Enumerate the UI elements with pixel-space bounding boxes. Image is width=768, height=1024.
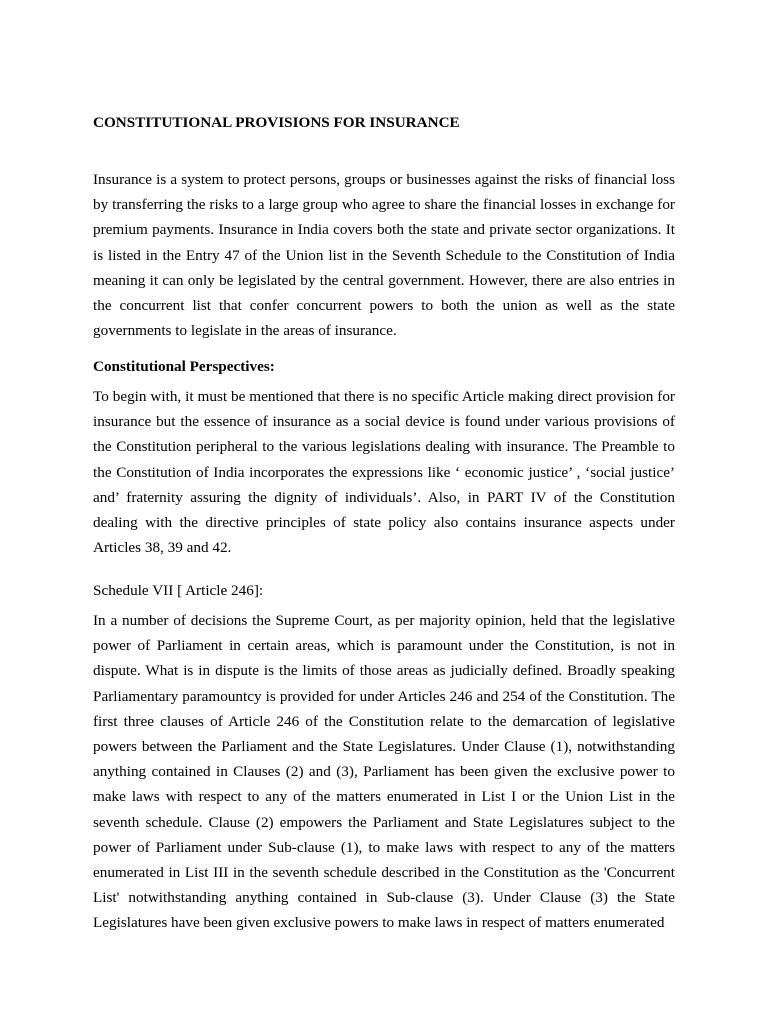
- document-title: CONSTITUTIONAL PROVISIONS FOR INSURANCE: [93, 114, 460, 131]
- intro-paragraph: Insurance is a system to protect persons, groups or businesses against the risks of financial loss by transferring the risks to a large group who agree to share the financial losses in exchange for premium payments. Insurance in India covers both the state and private sector organizations. It is listed in the Entry 47 of the Union list in the Seventh Schedule to the Constitution of India meaning it can only be legislated by the central government. However, there are also entries in the concurrent list that confer concurrent powers to both the union as well as the state governments to legislate in the areas of insurance.: [93, 171, 675, 340]
- schedule-paragraph: In a number of decisions the Supreme Court, as per majority opinion, held that the legislative power of Parliament in certain areas, which is paramount under the Constitution, is not in dispute. What is in dispute is the limits of those areas as judicially defined. Broadly speaking Parliamentary paramountcy is provided for under Articles 246 and 254 of the Constitution. The first three clauses of Article 246 of the Constitution relate to the demarcation of legislative powers between the Parliament and the State Legislatures. Under Clause (1), notwithstanding anything contained in Clauses (2) and (3), Parliament has been given the exclusive power to make laws with respect to any of the matters enumerated in List I or the Union List in the seventh schedule. Clause (2) empowers the Parliament and State Legislatures subject to the power of Parliament under Sub-clause (1), to make laws with respect to any of the matters enumerated in List III in the seventh schedule described in the Constitution as the 'Concurrent List' notwithstanding anything contained in Sub-clause (3). Under Clause (3) the State Legislatures have been given exclusive powers to make laws in respect of matters enumerated: [93, 612, 675, 932]
- schedule-subheading: Schedule VII [ Article 246]:: [93, 582, 264, 599]
- section-heading-constitutional-perspectives: Constitutional Perspectives:: [93, 358, 275, 375]
- perspectives-paragraph: To begin with, it must be mentioned that there is no specific Article making direct provision for insurance but the essence of insurance as a social device is found under various provisions of the Constitution peripheral to the various legislations dealing with insurance. The Preamble to the Constitution of India incorporates the expressions like ‘ economic justice’ , ‘social justice’ and’ fraternity assuring the dignity of individuals’. Also, in PART IV of the Constitution dealing with the directive principles of state policy also contains insurance aspects under Articles 38, 39 and 42.: [93, 388, 675, 557]
